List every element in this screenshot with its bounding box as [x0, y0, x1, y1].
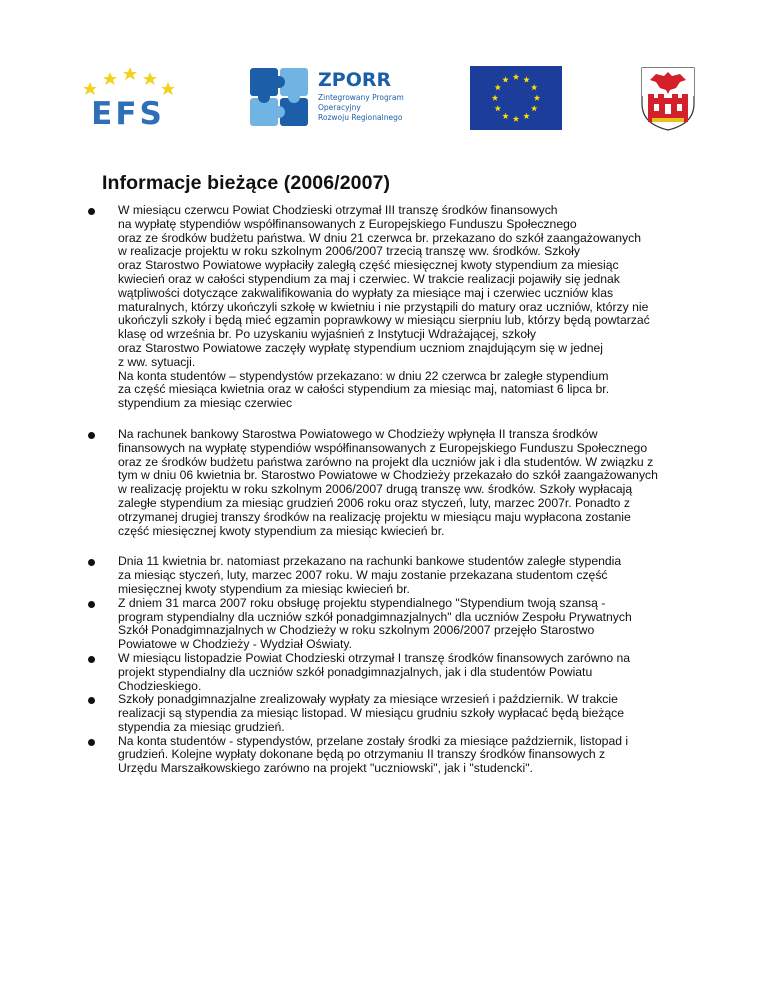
- paragraph-line: W miesiącu listopadzie Powiat Chodzieski otrzymał I transzę środków finansowych zarówno na: [118, 650, 631, 665]
- list-item: [118, 693, 698, 734]
- eu-flag: [470, 66, 562, 130]
- news-list: [118, 204, 698, 776]
- paragraph-line: projekt stypendialny dla uczniów szkół ponadgimnazjalnych, jak i dla studentów Powiatu: [118, 664, 593, 679]
- zporr-logo: [246, 62, 416, 134]
- paragraph-line: Urzędu Marszałkowskiego zarówno na projekt "uczniowski", jak i "studencki".: [118, 761, 533, 776]
- paragraph-line: stypendia za miesiąc grudzień.: [118, 719, 285, 734]
- powiat-coat-of-arms: [640, 66, 696, 132]
- paragraph-line: Na konta studentów – stypendystów przekazano: w dniu 22 czerwca br zaległe stypendium: [118, 368, 609, 383]
- bullet-icon: [88, 208, 95, 215]
- bullet-icon: [88, 559, 95, 566]
- star-icon: [103, 72, 117, 85]
- paragraph-line: W miesiącu czerwcu Powiat Chodzieski otrzymał III transzę środków finansowych: [118, 203, 558, 217]
- paragraph-line: na wypłatę stypendiów współfinansowanych z Europejskiego Funduszu Społecznego: [118, 216, 577, 231]
- star-icon: [161, 82, 175, 95]
- zporr-title: ZPORR: [318, 69, 392, 91]
- bullet-icon: [88, 656, 95, 663]
- bullet-icon: [88, 697, 95, 704]
- paragraph-line: Dnia 11 kwietnia br. natomiast przekazano na rachunki bankowe studentów zaległe stypendia: [118, 554, 622, 569]
- star-icon: [83, 82, 97, 95]
- paragraph-line: oraz Starostwo Powiatowe zaczęły wypłatę stypendium uczniom znajdującym się w jednej: [118, 340, 604, 355]
- paragraph-line: program stypendialny dla uczniów szkół ponadgimnazjalnych" dla uczniów Zespołu Prywatnych: [118, 609, 632, 624]
- paragraph-line: w realizację projektu w roku szkolnym 2006/2007 drugą transzę ww. środków. Szkoły wypłacają: [118, 482, 633, 497]
- paragraph-line: Powiatowe w Chodzieży - Wydział Oświaty.: [118, 637, 353, 652]
- paragraph-line: stypendium za miesiąc czerwiec: [118, 396, 293, 411]
- paragraph-line: miesięcznej kwoty stypendium za miesiąc kwiecień br.: [118, 581, 410, 596]
- paragraph-line: zaległe stypendium za miesiąc grudzień 2006 roku oraz styczeń, luty, marzec 2007r. Ponadto z: [118, 495, 630, 510]
- page-title: Informacje bieżące (2006/2007): [102, 172, 391, 194]
- efs-text: EFS: [91, 96, 165, 128]
- star-icon: [143, 72, 157, 85]
- paragraph-line: z ww. sytuacji.: [118, 354, 196, 369]
- zporr-subtitle-line: Operacyjny: [318, 103, 361, 112]
- list-item: [118, 204, 698, 411]
- paragraph-line: finansowych na wypłatę stypendiów współfinansowanych z Europejskiego Funduszu Społecznego: [118, 440, 648, 455]
- paragraph-line: Chodzieskiego.: [118, 678, 202, 693]
- paragraph-line: grudzień. Kolejne wypłaty dokonane będą po otrzymaniu II transzy środków finansowych z: [118, 747, 606, 762]
- paragraph-line: w realizacje projektu w roku szkolnym 2006/2007 trzecią transzę ww. środków. Szkoły: [118, 244, 580, 259]
- paragraph-line: część miesięcznej kwoty stypendium za miesiąc kwiecień br.: [118, 523, 445, 538]
- zporr-subtitle-line: Rozwoju Regionalnego: [318, 113, 403, 122]
- zporr-subtitle-line: Zintegrowany Program: [318, 93, 404, 102]
- castle-icon: [648, 94, 688, 122]
- paragraph-line: kwiecień oraz w całości stypendium za maj i czerwiec. W trakcie realizacji pojawiły się jednak: [118, 271, 620, 286]
- paragraph-line: ukończyli szkoły i będą mieć egzamin poprawkowy w miesiącu sierpniu lub, którzy będą powtarzać: [118, 313, 650, 328]
- star-icon: [123, 67, 137, 80]
- list-item: [118, 555, 698, 596]
- list-item: [118, 652, 698, 693]
- paragraph-line: maturalnych, którzy ukończyli szkołę w kwietniu i nie przystąpili do matury oraz uczniów, którzy nie: [118, 299, 649, 314]
- paragraph-line: realizacji są stypendia za miesiąc listopad. W miesiącu grudniu szkoły wypłacać będą bieżące: [118, 706, 625, 721]
- efs-logo: [68, 64, 188, 128]
- paragraph-line: Na konta studentów - stypendystów, przelane zostały środki za miesiące październik, listopad i: [118, 733, 629, 748]
- bullet-icon: [88, 739, 95, 746]
- paragraph-line: oraz Starostwo Powiatowe wypłaciły zaległą część miesięcznej kwoty stypendium za miesiąc: [118, 258, 619, 273]
- list-item: [118, 428, 698, 538]
- paragraph-line: oraz ze środków budżetu państwa. W dniu 21 czerwca br. przekazano do szkół zaangażowanych: [118, 230, 641, 245]
- bullet-icon: [88, 432, 95, 439]
- paragraph-line: Szkół Ponadgimnazjalnych w Chodzieży w roku szkolnym 2006/2007 przejęło Starostwo: [118, 623, 595, 638]
- paragraph-line: Na rachunek bankowy Starostwa Powiatowego w Chodzieży wpłynęła II transza środków: [118, 426, 598, 441]
- paragraph-line: Szkoły ponadgimnazjalne zrealizowały wypłaty za miesiące wrzesień i październik. W trakcie: [118, 692, 618, 707]
- paragraph-line: klasę od września br. Po uzyskaniu wyjaśnień z Instytucji Wdrażającej, szkoły: [118, 327, 536, 342]
- paragraph-line: wątpliwości dotyczące zakwalifikowania do wypłaty za miesiące maj i czerwiec uczniów klas: [118, 285, 614, 300]
- paragraph-line: Z dniem 31 marca 2007 roku obsługę projektu stypendialnego "Stypendium twoją szansą -: [118, 595, 606, 610]
- paragraph-line: za miesiąc styczeń, luty, marzec 2007 roku. W maju zostanie przekazana studentom część: [118, 568, 608, 583]
- list-item: [118, 735, 698, 776]
- logo-bar: [0, 60, 768, 140]
- paragraph-line: otrzymanej drugiej transzy środków na realizację projektu w miesiącu maju wypłacona zostanie: [118, 509, 631, 524]
- paragraph-line: tym w dniu 06 kwietnia br. Starostwo Powiatowe w Chodzieży przekazało do szkół zaangażowanych: [118, 468, 658, 483]
- list-item: [118, 597, 698, 652]
- bullet-icon: [88, 601, 95, 608]
- paragraph-line: za część miesiąca kwietnia oraz w całości stypendium za miesiąc maj, natomiast 6 lipca br.: [118, 382, 610, 397]
- paragraph-line: oraz ze środków budżetu państwa zarówno na projekt dla uczniów jak i dla studentów. W związku z: [118, 454, 654, 469]
- puzzle-icon: [250, 68, 308, 126]
